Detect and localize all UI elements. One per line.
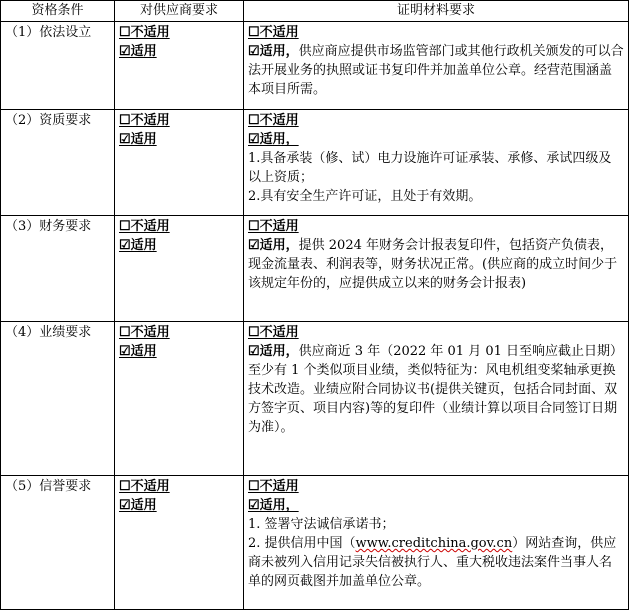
evidence-cell: [244, 110, 629, 216]
applicability-cell: [115, 22, 244, 110]
applicable-option[interactable]: ☑适用，: [248, 44, 299, 59]
applicable-option[interactable]: ☑适用，: [248, 132, 299, 147]
applicability-cell: [115, 476, 244, 610]
not-applicable-option[interactable]: ☐不适用: [248, 25, 299, 40]
evidence-item: 2.具有安全生产许可证，且处于有效期。: [248, 189, 482, 204]
not-applicable-option[interactable]: ☐不适用: [119, 25, 170, 40]
evidence-cell: [244, 216, 629, 322]
applicability-cell: [115, 110, 244, 216]
evidence-item: 1. 签署守法诚信承诺书；: [248, 517, 395, 532]
evidence-text: 供应商应提供市场监管部门或其他行政机关颁发的可以合法开展业务的执照或证书复印件并加盖单位公章。经营范围涵盖本项目所需。: [248, 44, 624, 97]
table-row: [1, 22, 629, 110]
condition-cell: （4）业绩要求: [1, 322, 115, 476]
applicable-option[interactable]: ☑适用: [119, 44, 157, 59]
table-row: [1, 476, 629, 610]
evidence-cell: [244, 22, 629, 110]
header-evidence-requirement: 证明材料要求: [244, 1, 629, 22]
table-row: [1, 216, 629, 322]
table-row: [1, 110, 629, 216]
applicable-option[interactable]: ☑适用: [119, 238, 157, 253]
applicable-option[interactable]: ☑适用: [119, 132, 157, 147]
applicable-option[interactable]: ☑适用，: [248, 498, 299, 513]
applicable-option[interactable]: ☑适用，: [248, 238, 299, 253]
not-applicable-option[interactable]: ☐不适用: [248, 219, 299, 234]
applicability-cell: [115, 322, 244, 476]
evidence-text: ）网站查询，供应商未被列入信用记录失信被执行人、重大税收违法案件当事人名单的网页截图并加盖单位公章。: [248, 536, 617, 589]
condition-cell: （2）资质要求: [1, 110, 115, 216]
header-row: [1, 1, 629, 22]
header-condition: 资格条件: [1, 1, 115, 22]
header-supplier-requirement: 对供应商要求: [115, 1, 244, 22]
applicable-option[interactable]: ☑适用: [119, 344, 157, 359]
not-applicable-option[interactable]: ☐不适用: [119, 219, 170, 234]
not-applicable-option[interactable]: ☐不适用: [248, 113, 299, 128]
applicable-option[interactable]: ☑适用，: [248, 344, 299, 359]
evidence-cell: [244, 476, 629, 610]
not-applicable-option[interactable]: ☐不适用: [248, 479, 299, 494]
evidence-text: 提供 2024 年财务会计报表复印件，包括资产负债表，现金流量表、利润表等，财务状况正常。(供应商的成立时间少于该规定年份的，应提供成立以来的财务会计报表): [248, 238, 618, 291]
applicability-cell: [115, 216, 244, 322]
condition-cell: （5）信誉要求: [1, 476, 115, 610]
applicable-option[interactable]: ☑适用: [119, 498, 157, 513]
not-applicable-option[interactable]: ☐不适用: [248, 325, 299, 340]
not-applicable-option[interactable]: ☐不适用: [119, 479, 170, 494]
evidence-text: 2. 提供信用中国（: [248, 536, 356, 551]
evidence-cell: [244, 322, 629, 476]
credit-china-link[interactable]: www.creditchina.gov.cn: [355, 536, 513, 551]
not-applicable-option[interactable]: ☐不适用: [119, 325, 170, 340]
evidence-text: 供应商近 3 年（2022 年 01 月 01 日至响应截止日期）至少有 1 个类似项目业绩，类似特征为：风电机组变桨轴承更换技术改造。业绩应附合同协议书(提供关键页，包括合同封面、双方签字页、项目内容)等的复印件（业绩计算以项目合同签订日期为准）。: [248, 344, 624, 435]
condition-cell: （1）依法设立: [1, 22, 115, 110]
not-applicable-option[interactable]: ☐不适用: [119, 113, 170, 128]
table-row: [1, 322, 629, 476]
evidence-item: 1.具备承装（修、试）电力设施许可证承装、承修、承试四级及以上资质；: [248, 151, 612, 185]
condition-cell: （3）财务要求: [1, 216, 115, 322]
evidence-item: [248, 534, 624, 591]
